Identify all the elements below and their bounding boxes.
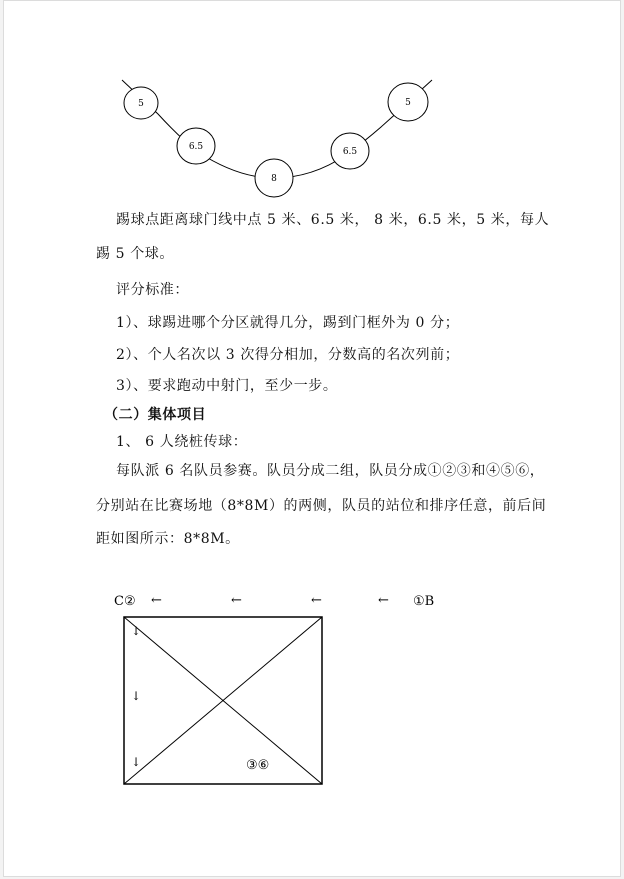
arrow-down-icon: ↓ [131, 755, 142, 769]
scoring-rule-3: 3）、要求跑动中射门，至少一步。 [116, 378, 338, 394]
position-circle [331, 133, 369, 169]
svg-text:5: 5 [138, 99, 144, 109]
position-circle [124, 87, 158, 119]
kick-positions-diagram [0, 0, 624, 210]
svg-text:6.5: 6.5 [342, 147, 358, 157]
section-heading: （二）集体项目 [104, 407, 207, 423]
position-circle [388, 83, 428, 121]
label-c2: C② [114, 594, 136, 609]
scoring-title: 评分标准： [116, 282, 189, 298]
distance-description-line2: 踢 5 个球。 [96, 246, 175, 262]
svg-text:6.5: 6.5 [188, 142, 204, 152]
distance-description-line1: 踢球点距离球门线中点 5 米、6.5 米， 8 米，6.5 米，5 米，每人 [116, 212, 550, 228]
svg-text:8: 8 [271, 174, 277, 184]
arrow-left-icon: ← [378, 593, 389, 608]
field-diagram [0, 580, 624, 800]
position-circle [177, 128, 215, 164]
position-circle [255, 159, 293, 197]
scoring-rule-2: 2）、个人名次以 3 次得分相加，分数高的名次列前； [116, 347, 460, 363]
body-line-3: 距如图所示：8*8M。 [96, 531, 240, 547]
scoring-rule-1: 1）、球踢进哪个分区就得几分，踢到门框外为 0 分； [116, 315, 460, 331]
svg-text:5: 5 [405, 98, 411, 108]
arrow-left-icon: ← [151, 593, 162, 608]
body-line-1: 每队派 6 名队员参赛。队员分成二组，队员分成①②③和④⑤⑥， [116, 463, 545, 479]
arrow-left-icon: ← [311, 593, 322, 608]
body-line-2: 分别站在比赛场地（8*8M）的两侧，队员的站位和排序任意，前后间 [96, 498, 547, 514]
label-1b: ①B [413, 594, 435, 609]
arrow-down-icon: ↓ [131, 624, 142, 638]
label-3-6: ③⑥ [246, 758, 270, 773]
arrow-down-icon: ↓ [131, 689, 142, 703]
item-title: 1、 6 人绕桩传球： [116, 434, 248, 450]
arrow-left-icon: ← [231, 593, 242, 608]
